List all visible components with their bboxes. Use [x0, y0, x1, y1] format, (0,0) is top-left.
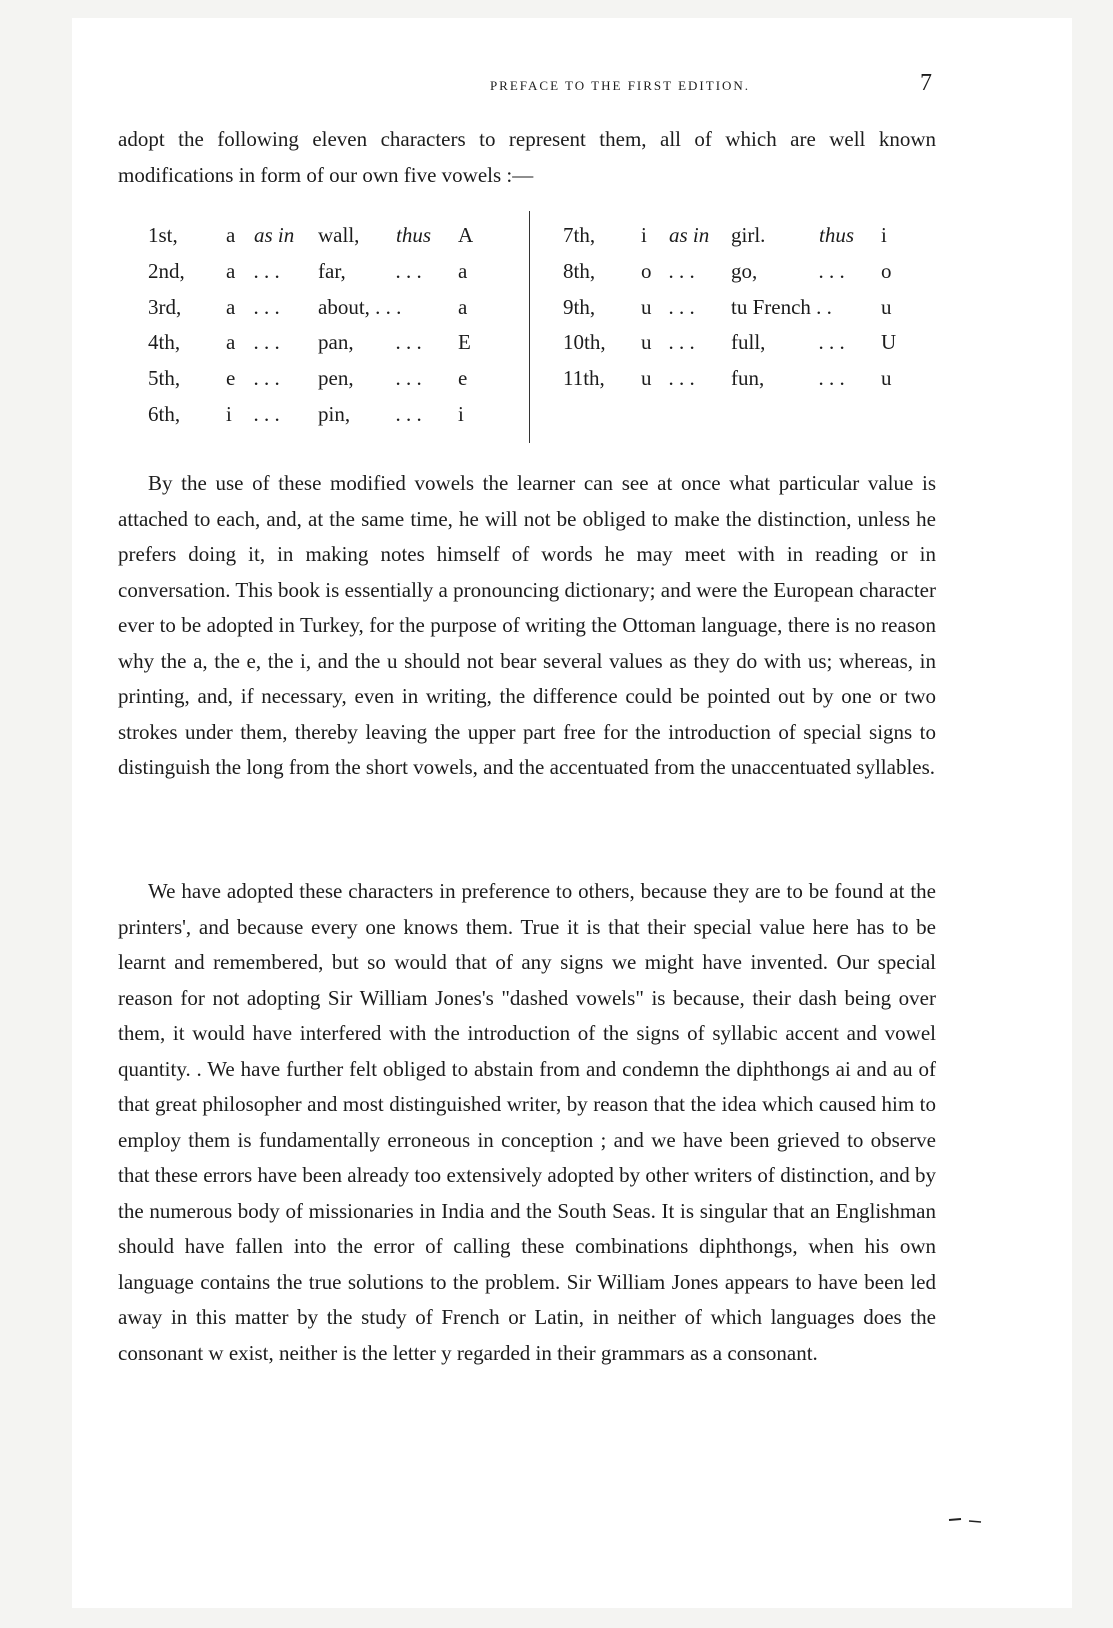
vowel-example-word: wall, — [318, 223, 360, 247]
vowel-letter: i — [641, 223, 647, 247]
vowel-ordinal: 9th, — [563, 294, 596, 319]
vowel-example-word: far, — [318, 258, 346, 283]
vowel-ordinal: 10th, — [563, 330, 606, 355]
vowel-ordinal: 7th, — [563, 223, 596, 247]
paragraph-text: We have adopted these characters in preference to others, because they are to be found at the printers', and because every one knows them. True it is that their special value here has to be learnt and remembered, but so would that of any signs we might have invented. Our special reason for not adopting Sir William Jones's "dashed vowels" is because, their dash being over them, it would have interfered with the introduction of the signs of syllabic accent and vowel quantity. . We have further felt obliged to abstain from and condemn the diphthongs ai and au of that great philosopher and most distinguished writer, by reason that the idea which caused him to employ them is fundamentally erroneous in conception ; and we have been grieved to observe that these errors have been already too extensively adopted by other writers of distinction, and by the numerous body of missionaries in India and the South Seas. It is singular that an Englishman should have fallen into the error of calling these combinations diphthongs, when his own language contains the true solutions to the problem. Sir William Jones appears to have been led away in this matter by the study of French or Latin, in neither of which languages does the consonant w exist, neither is the letter y regarded in their grammars as a consonant. — [118, 879, 936, 1365]
vowel-letter: i — [226, 401, 232, 426]
vowel-letter: u — [641, 294, 652, 319]
vowel-row — [148, 219, 474, 255]
vowel-thus: . . . — [819, 258, 846, 283]
vowel-example-word: full, — [731, 330, 766, 355]
vowel-symbol: u — [881, 294, 892, 319]
page-number: 7 — [920, 70, 932, 96]
vowel-as-in: . . . — [669, 258, 696, 283]
vowel-row — [148, 326, 471, 362]
vowel-symbol: U — [881, 330, 897, 355]
vowel-as-in: . . . — [254, 401, 281, 426]
vowel-ordinal: 5th, — [148, 366, 181, 391]
vowel-symbol: a — [458, 258, 468, 283]
vowel-thus: . . . — [819, 330, 846, 355]
vowel-symbol: a — [458, 294, 468, 319]
vowel-thus: thus — [819, 223, 855, 247]
intro-text: adopt the following eleven characters to represent them, all of which are well known modifications in form of our own five vowels :— — [118, 127, 936, 187]
book-page — [72, 18, 1072, 1608]
vowel-row — [148, 362, 468, 398]
vowel-ordinal: 1st, — [148, 223, 178, 247]
print-mark — [947, 1516, 987, 1528]
vowel-thus: . . . — [396, 366, 423, 391]
vowel-example-word: pin, — [318, 401, 351, 426]
vowel-example-word: fun, — [731, 366, 765, 391]
vowel-as-in: . . . — [669, 294, 696, 319]
vowel-example-word: go, — [731, 258, 758, 283]
vowel-example-word: tu French . . — [731, 294, 832, 319]
vowel-as-in: . . . — [254, 366, 281, 391]
vowel-as-in: . . . — [254, 330, 281, 355]
vowel-ordinal: 6th, — [148, 401, 181, 426]
vowel-letter: a — [226, 223, 236, 247]
vowel-as-in: . . . — [254, 258, 281, 283]
vowel-letter: e — [226, 366, 236, 391]
vowel-thus: . . . — [396, 258, 423, 283]
vowel-row — [563, 326, 897, 362]
vowel-column-right — [563, 219, 897, 398]
vowel-thus: . . . — [819, 366, 846, 391]
vowel-letter: o — [641, 258, 652, 283]
vowel-letter: a — [226, 330, 236, 355]
vowel-symbol: u — [881, 366, 892, 391]
vowel-thus: . . . — [396, 330, 423, 355]
vowel-example-word: pan, — [318, 330, 354, 355]
vowel-row — [148, 291, 468, 327]
vowel-symbol: E — [458, 330, 471, 355]
paragraph-text: By the use of these modified vowels the learner can see at once what particular value is attached to each, and, at the same time, he will not be obliged to make the distinction, unless he prefers doing it, in making notes himself of words he may meet with in reading or in conversation. This book is essentially a pronouncing dictionary; and were the European character ever to be adopted in Turkey, for the purpose of writing the Ottoman language, there is no reason why the a, the e, the i, and the u should not bear several values as they do with us; whereas, in printing, and, if necessary, even in writing, the difference could be pointed out by one or two strokes under them, thereby leaving the upper part free for the introduction of special signs to distinguish the long from the short vowels, and the accentuated from the unaccentuated syllables. — [118, 471, 936, 779]
vowel-row — [148, 398, 468, 434]
vowel-as-in: as in — [669, 223, 710, 247]
vowel-as-in: as in — [254, 223, 295, 247]
vowel-row — [563, 362, 893, 398]
vowel-letter: u — [641, 330, 652, 355]
column-divider — [529, 211, 530, 443]
vowel-ordinal: 11th, — [563, 366, 605, 391]
vowel-as-in: . . . — [669, 330, 696, 355]
vowel-symbol: i — [881, 223, 887, 247]
vowel-as-in: . . . — [669, 366, 696, 391]
vowel-thus: . . . — [396, 401, 423, 426]
vowel-letter: a — [226, 294, 236, 319]
vowel-row — [563, 291, 893, 327]
vowel-ordinal: 3rd, — [148, 294, 182, 319]
vowel-example-word: pen, — [318, 366, 354, 391]
vowel-row — [563, 219, 893, 255]
paragraph-modified-vowels — [118, 466, 936, 786]
vowel-example-word: girl. — [731, 223, 766, 247]
vowel-ordinal: 2nd, — [148, 258, 185, 283]
vowel-row — [563, 255, 893, 291]
vowel-table — [148, 219, 897, 451]
vowel-ordinal: 8th, — [563, 258, 596, 283]
vowel-letter: a — [226, 258, 236, 283]
vowel-symbol: A — [458, 223, 474, 247]
vowel-row — [148, 255, 468, 291]
vowel-as-in: . . . — [254, 294, 281, 319]
vowel-symbol: o — [881, 258, 892, 283]
vowel-ordinal: 4th, — [148, 330, 181, 355]
vowel-column-left — [148, 219, 474, 434]
vowel-thus: thus — [396, 223, 432, 247]
vowel-symbol: i — [458, 401, 464, 426]
vowel-example-word: about, . . . — [318, 294, 402, 319]
paragraph-characters-preference — [118, 874, 936, 1371]
vowel-symbol: e — [458, 366, 468, 391]
vowel-letter: u — [641, 366, 652, 391]
running-title: PREFACE TO THE FIRST EDITION. — [489, 78, 751, 93]
intro-paragraph — [118, 122, 936, 193]
